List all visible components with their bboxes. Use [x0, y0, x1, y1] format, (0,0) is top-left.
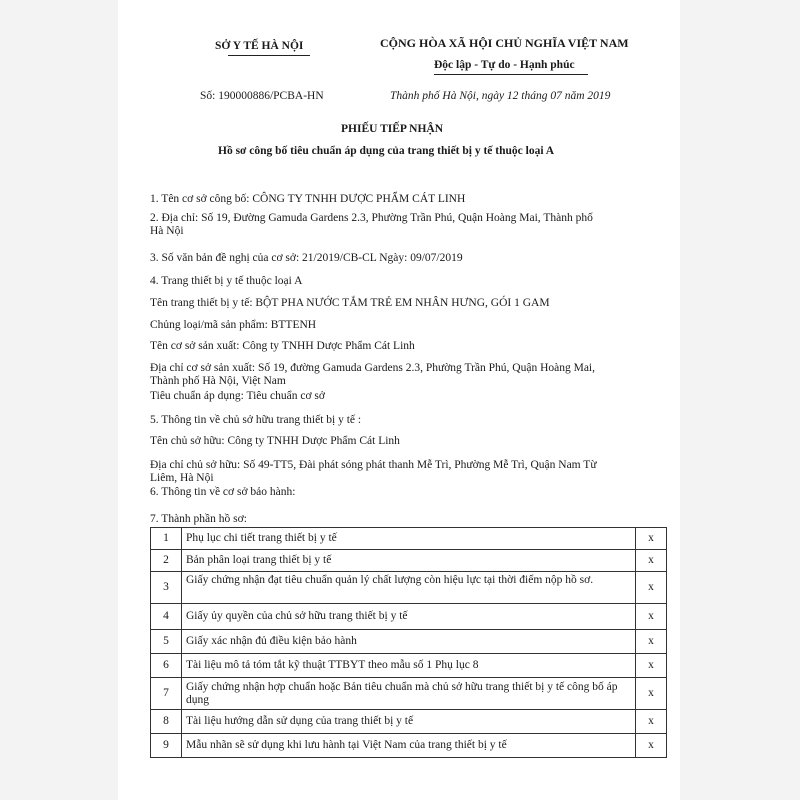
table-row — [151, 550, 667, 572]
row-mark: x — [636, 630, 667, 654]
page-title: PHIẾU TIẾP NHẬN — [341, 123, 444, 135]
row-number: 7 — [151, 678, 182, 710]
row-document: Giấy chứng nhận hợp chuẩn hoặc Bản tiêu chuẩn mà chủ sở hữu trang thiết bị y tế công bố áp dụng — [182, 678, 636, 710]
row-mark: x — [636, 550, 667, 572]
row-number: 9 — [151, 734, 182, 758]
row-mark: x — [636, 678, 667, 710]
line-2b: Hà Nội — [150, 225, 184, 237]
row-document: Phụ lục chi tiết trang thiết bị y tế — [182, 528, 636, 550]
row-document: Bản phân loại trang thiết bị y tế — [182, 550, 636, 572]
manufacturer-address-1: Địa chỉ cơ sở sản xuất: Số 19, đường Gamuda Gardens 2.3, Phường Trần Phú, Quận Hoàng Mai, — [150, 362, 596, 374]
row-mark: x — [636, 528, 667, 550]
row-document: Mẫu nhãn sẽ sử dụng khi lưu hành tại Việt Nam của trang thiết bị y tế — [182, 734, 636, 758]
line-7: 7. Thành phần hồ sơ: — [150, 513, 247, 525]
table-row — [151, 734, 667, 758]
row-mark: x — [636, 654, 667, 678]
row-document: Giấy chứng nhận đạt tiêu chuẩn quản lý chất lượng còn hiệu lực tại thời điểm nộp hồ sơ. — [182, 572, 636, 604]
row-document: Tài liệu hướng dẫn sử dụng của trang thiết bị y tế — [182, 710, 636, 734]
line-3: 3. Số văn bản đề nghị của cơ sở: 21/2019/CB-CL Ngày: 09/07/2019 — [150, 252, 463, 264]
table-row — [151, 572, 667, 604]
manufacturer-address-2: Thành phố Hà Nội, Việt Nam — [150, 375, 286, 387]
owner-address-2: Liêm, Hà Nội — [150, 472, 214, 484]
row-number: 8 — [151, 710, 182, 734]
row-number: 3 — [151, 572, 182, 604]
table-row — [151, 604, 667, 630]
row-mark: x — [636, 572, 667, 604]
document-number: Số: 190000886/PCBA-HN — [200, 90, 324, 102]
owner-address-1: Địa chỉ chủ sở hữu: Số 49-TT5, Đài phát sóng phát thanh Mễ Trì, Phường Mễ Trì, Quận Nam Từ — [150, 459, 597, 471]
row-number: 2 — [151, 550, 182, 572]
agency-underline — [228, 55, 310, 56]
table-row — [151, 710, 667, 734]
row-document: Giấy ủy quyền của chủ sở hữu trang thiết bị y tế — [182, 604, 636, 630]
line-5: 5. Thông tin về chủ sở hữu trang thiết bị y tế : — [150, 414, 362, 426]
table-row — [151, 528, 667, 550]
line-2a: 2. Địa chỉ: Số 19, Đường Gamuda Gardens 2.3, Phường Trần Phú, Quận Hoàng Mai, Thành phố — [150, 212, 593, 224]
line-6: 6. Thông tin về cơ sở bảo hành: — [150, 486, 296, 498]
line-4: 4. Trang thiết bị y tế thuộc loại A — [150, 275, 303, 287]
table-row — [151, 630, 667, 654]
agency-name: SỞ Y TẾ HÀ NỘI — [215, 40, 304, 52]
row-mark: x — [636, 710, 667, 734]
row-document: Tài liệu mô tả tóm tắt kỹ thuật TTBYT theo mẫu số 1 Phụ lục 8 — [182, 654, 636, 678]
applied-standard: Tiêu chuẩn áp dụng: Tiêu chuẩn cơ sở — [150, 390, 325, 402]
row-number: 6 — [151, 654, 182, 678]
national-motto: Độc lập - Tự do - Hạnh phúc — [434, 59, 575, 71]
documents-table — [150, 527, 667, 758]
row-mark: x — [636, 604, 667, 630]
device-name: Tên trang thiết bị y tế: BỘT PHA NƯỚC TẮM TRẺ EM NHÂN HƯNG, GÓI 1 GAM — [150, 297, 550, 309]
manufacturer: Tên cơ sở sản xuất: Công ty TNHH Dược Phẩm Cát Linh — [150, 340, 415, 352]
row-number: 1 — [151, 528, 182, 550]
page-subtitle: Hồ sơ công bố tiêu chuẩn áp dụng của trang thiết bị y tế thuộc loại A — [218, 145, 555, 157]
line-1: 1. Tên cơ sở công bố: CÔNG TY TNHH DƯỢC PHẨM CÁT LINH — [150, 193, 466, 205]
motto-underline — [434, 74, 588, 75]
place-date: Thành phố Hà Nội, ngày 12 tháng 07 năm 2019 — [390, 90, 611, 102]
row-document: Giấy xác nhận đủ điều kiện bảo hành — [182, 630, 636, 654]
table-row — [151, 678, 667, 710]
owner-name: Tên chủ sở hữu: Công ty TNHH Dược Phẩm Cát Linh — [150, 435, 400, 447]
row-number: 5 — [151, 630, 182, 654]
country-name: CỘNG HÒA XÃ HỘI CHỦ NGHĨA VIỆT NAM — [380, 36, 629, 50]
table-row — [151, 654, 667, 678]
row-number: 4 — [151, 604, 182, 630]
row-mark: x — [636, 734, 667, 758]
device-code: Chủng loại/mã sản phẩm: BTTENH — [150, 319, 317, 331]
